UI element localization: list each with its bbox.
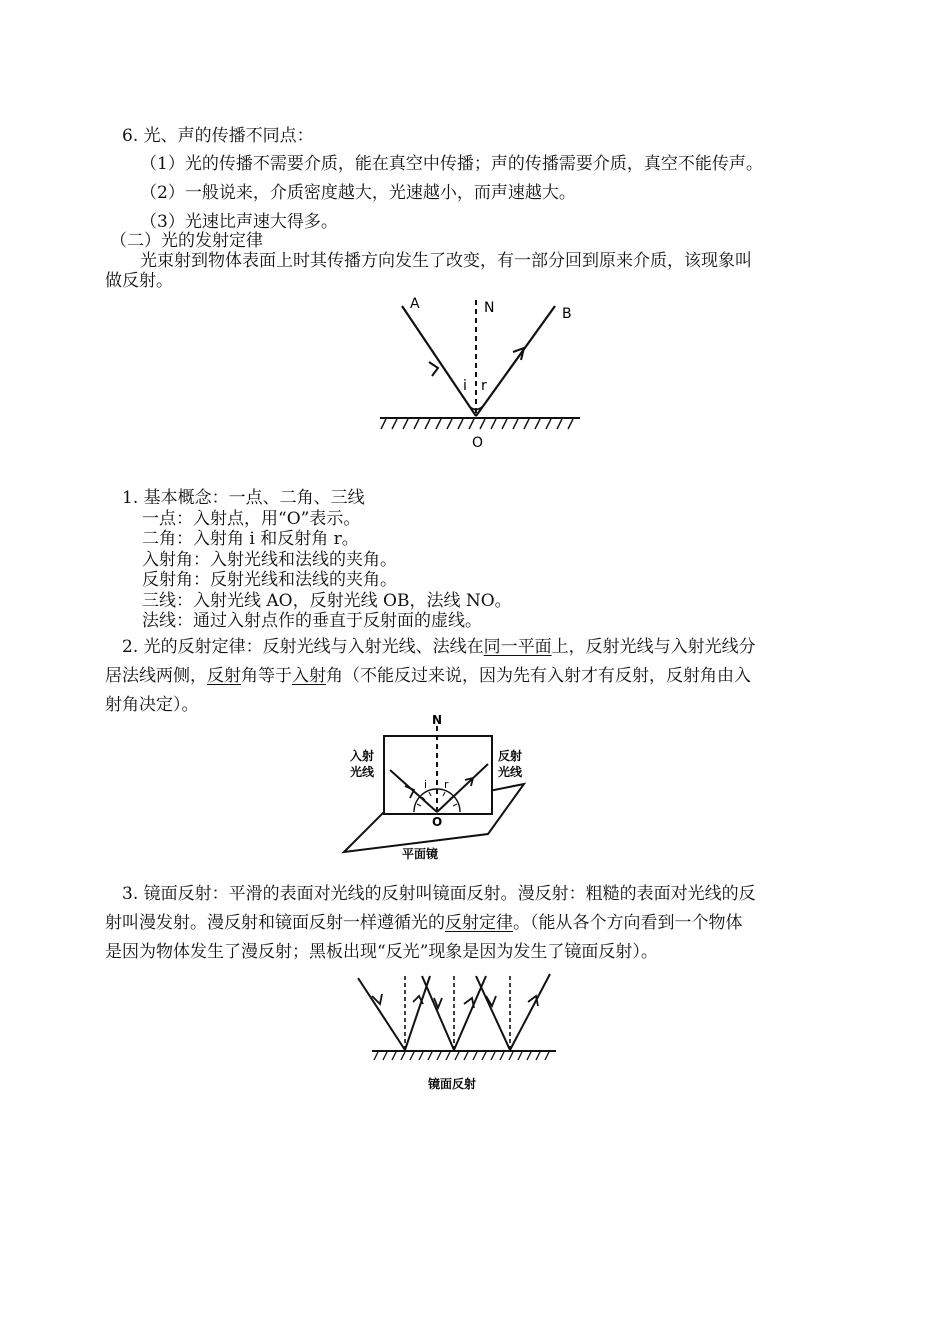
law-underline-incidence: 入射	[292, 666, 326, 686]
concept-angles: 二角：入射角 i 和反射角 r。	[142, 529, 359, 549]
label-mirror: 平面镜	[402, 847, 439, 861]
label-n: N	[484, 300, 495, 316]
label-i: i	[424, 778, 428, 791]
law-text: 角（不能反过来说，因为先有入射才有反射，反射角由入	[326, 666, 751, 686]
specular-line2	[105, 912, 743, 934]
label-o: O	[472, 435, 484, 451]
law-underline-reflection: 反射	[207, 666, 241, 686]
specular-text: 。（能从各个方向看到一个物体	[513, 913, 743, 933]
law-text: 居法线两侧，	[105, 666, 207, 686]
label-incident-2: 光线	[350, 765, 375, 779]
reflection-diagram	[370, 288, 600, 458]
section6-item1: （1）光的传播不需要介质，能在真空中传播；声的传播需要介质，真空不能传声。	[140, 154, 763, 174]
specular-text: 射叫漫发射。漫反射和镜面反射一样遵循光的	[105, 913, 445, 933]
label-a: A	[410, 296, 420, 312]
mirror-hatching	[381, 419, 573, 429]
label-r: r	[444, 778, 449, 791]
normal-lines	[405, 976, 510, 1050]
concept-reflection-angle: 反射角：反射光线和法线的夹角。	[142, 570, 397, 590]
concept-normal: 法线：通过入射点作的垂直于反射面的虚线。	[142, 611, 482, 631]
ray-arrows	[372, 994, 538, 1008]
concepts-heading: 1. 基本概念：一点、二角、三线	[122, 488, 365, 508]
incident-ray	[402, 306, 476, 416]
incident-arrow	[429, 362, 438, 376]
label-reflected-1: 反射	[498, 749, 523, 763]
law-line2	[105, 665, 751, 687]
part2-heading: （二）光的发射定律	[110, 231, 263, 251]
label-o: O	[432, 815, 443, 829]
specular-reflection-diagram	[350, 968, 570, 1098]
specular-underline-law: 反射定律	[445, 913, 513, 933]
law-line1	[122, 636, 756, 658]
section6-item3: （3）光速比声速大得多。	[140, 212, 338, 232]
section6-item2: （2）一般说来，介质密度越大，光速越小，而声速越大。	[140, 183, 576, 203]
mirror-hatching	[374, 1052, 549, 1060]
law-underline-same-plane: 同一平面	[483, 637, 552, 657]
caption-specular: 镜面反射	[428, 1077, 477, 1091]
label-reflected-2: 光线	[498, 765, 523, 779]
law-text: 上，反射光线与入射光线分	[551, 637, 756, 657]
reflected-ray	[476, 306, 555, 416]
label-n: N	[432, 713, 443, 727]
law-line3: 射角决定）。	[105, 695, 199, 715]
specular-line3: 是因为物体发生了漫反射；黑板出现“反光”现象是因为发生了镜面反射）。	[105, 942, 658, 962]
concept-incidence-angle: 入射角：入射光线和法线的夹角。	[142, 550, 397, 570]
label-r: r	[481, 378, 487, 394]
concept-point: 一点：入射点，用“O”表示。	[142, 509, 361, 529]
law-text: 2. 光的反射定律：反射光线与入射光线、法线在	[122, 637, 484, 657]
label-b: B	[562, 306, 572, 322]
plane-mirror-diagram	[340, 712, 530, 864]
section6-heading: 6. 光、声的传播不同点：	[122, 126, 314, 146]
concept-lines: 三线：入射光线 AO，反射光线 OB，法线 NO。	[142, 591, 512, 611]
specular-line1: 3. 镜面反射：平滑的表面对光线的反射叫镜面反射。漫反射：粗糙的表面对光线的反	[122, 884, 756, 904]
law-text: 角等于	[241, 666, 292, 686]
label-incident-1: 入射	[350, 749, 375, 763]
label-i: i	[463, 378, 467, 394]
part2-intro-line2: 做反射。	[105, 271, 173, 291]
part2-intro-line1: 光束射到物体表面上时其传播方向发生了改变，有一部分回到原来介质，该现象叫	[140, 251, 752, 271]
